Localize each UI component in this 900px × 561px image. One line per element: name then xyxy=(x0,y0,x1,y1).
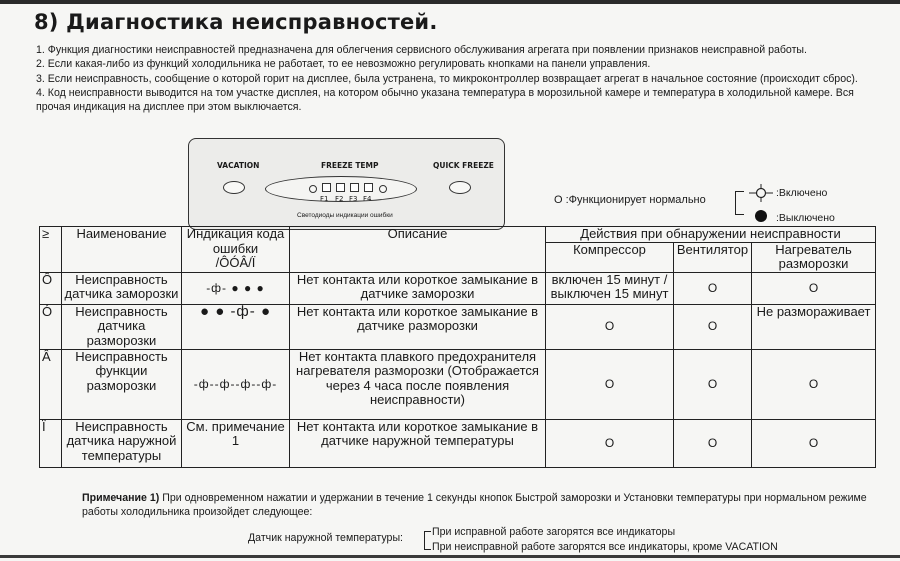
intro-item-1: 1. Функция диагностики неисправностей предназначена для облегчения сервисного обслуживания агрегата при появлении признаков неисправной работы. xyxy=(36,44,807,56)
top-rule xyxy=(0,0,900,4)
row-fan: O xyxy=(674,349,752,419)
control-panel-diagram xyxy=(188,138,505,230)
row-compressor: включен 15 минут / выключен 15 минут xyxy=(546,272,674,304)
header-name: Наименование xyxy=(62,227,182,273)
sensor-ok-line: При исправной работе загорятся все индикаторы xyxy=(432,526,676,538)
indicator-f3-icon xyxy=(350,183,359,192)
header-code-sub: /ÔÓÂ/Ï xyxy=(215,255,256,270)
header-code xyxy=(182,227,290,273)
sensor-fault-line: При неисправной работе загорятся все индикаторы, кроме VACATION xyxy=(432,541,778,553)
row-name: Неисправность датчика наружной температуры xyxy=(62,419,182,467)
table-header-row xyxy=(40,227,876,243)
legend-functions-normally: O :Функционирует нормально xyxy=(554,194,706,206)
row-fan: O xyxy=(674,304,752,349)
row-heater: O xyxy=(752,272,876,304)
bottom-rule xyxy=(0,555,900,558)
row-name: Неисправность функции разморозки xyxy=(62,349,182,419)
row-desc: Нет контакта или короткое замыкание в датчике разморозки xyxy=(290,304,546,349)
led-on-icon xyxy=(749,184,773,202)
quick-freeze-button-icon xyxy=(449,181,471,194)
row-compressor: O xyxy=(546,349,674,419)
row-code: См. примечание 1 xyxy=(182,419,290,467)
row-num: Ï xyxy=(40,419,62,467)
row-heater: O xyxy=(752,419,876,467)
leds-caption: Светодиоды индикации ошибки xyxy=(297,212,393,219)
header-actions: Действия при обнаружении неисправности xyxy=(546,227,876,243)
led-off-icon xyxy=(755,210,767,222)
indicator-f1-icon xyxy=(322,183,331,192)
row-num: Ó xyxy=(40,304,62,349)
table-row xyxy=(40,272,876,304)
f1-label: F1 xyxy=(320,195,329,203)
note-block xyxy=(82,491,882,519)
vacation-label: VACATION xyxy=(217,161,260,170)
header-desc: Описание xyxy=(290,227,546,273)
fault-table xyxy=(39,226,876,468)
header-compressor: Компрессор xyxy=(546,242,674,272)
row-desc: Нет контакта плавкого предохранителя нагревателя разморозки (Отображается через 4 часа после появления неисправности) xyxy=(290,349,546,419)
row-name: Неисправность датчика разморозки xyxy=(62,304,182,349)
header-code-label: Индикация кода ошибки xyxy=(186,226,285,256)
f3-label: F3 xyxy=(349,195,358,203)
row-code-icons: ● ● -ф- ● xyxy=(182,304,290,349)
led-dot-icon xyxy=(309,185,317,193)
header-num: ≥ xyxy=(40,227,62,273)
table-row xyxy=(40,419,876,467)
legend-icons xyxy=(748,184,774,224)
row-num: Ô xyxy=(40,272,62,304)
freeze-temp-label: FREEZE TEMP xyxy=(321,161,379,170)
row-code-icons: -ф--ф--ф--ф- xyxy=(182,349,290,419)
note-label: Примечание 1) xyxy=(82,492,160,504)
indicator-f4-icon xyxy=(364,183,373,192)
table-row xyxy=(40,349,876,419)
intro-item-3: 3. Если неисправность, сообщение о которой горит на дисплее, была устранена, то микроконтроллер возвращает агрегат в начальное состояние (происходит сброс). xyxy=(36,72,858,85)
header-heater: Нагреватель разморозки xyxy=(752,242,876,272)
sensor-label: Датчик наружной температуры: xyxy=(248,532,404,544)
note-text: При одновременном нажатии и удержании в течение 1 секунды кнопок Быстрой заморозки и Установки температуры при нормальном режиме работы холодильника произойдет следующее: xyxy=(82,492,867,518)
row-num: Â xyxy=(40,349,62,419)
row-desc: Нет контакта или короткое замыкание в датчике заморозки xyxy=(290,272,546,304)
row-name: Неисправность датчика заморозки xyxy=(62,272,182,304)
row-fan: O xyxy=(674,419,752,467)
row-compressor: O xyxy=(546,304,674,349)
f2-label: F2 xyxy=(335,195,344,203)
legend-on-label: :Включено xyxy=(776,187,828,199)
vacation-button-icon xyxy=(223,181,245,194)
row-code-icons: -ф- ● ● ● xyxy=(182,272,290,304)
row-heater: O xyxy=(752,349,876,419)
quick-freeze-label: QUICK FREEZE xyxy=(433,161,494,170)
row-heater: Не размораживает xyxy=(752,304,876,349)
legend-off-label: :Выключено xyxy=(776,212,835,224)
page-title: 8) Диагностика неисправностей. xyxy=(34,10,438,34)
row-fan: O xyxy=(674,272,752,304)
f4-label: F4 xyxy=(363,195,372,203)
row-desc: Нет контакта или короткое замыкание в датчике наружной температуры xyxy=(290,419,546,467)
led-dot-icon xyxy=(379,185,387,193)
intro-list xyxy=(36,44,886,115)
header-fan: Вентилятор xyxy=(674,242,752,272)
intro-item-4: 4. Код неисправности выводится на том участке дисплея, на котором обычно указана температура в морозильной камере и температура в холодильной камере. Вся прочая индикация на дисплее при этом выключается. xyxy=(36,87,854,113)
table-row xyxy=(40,304,876,349)
sensor-bracket xyxy=(424,531,431,550)
indicator-f2-icon xyxy=(336,183,345,192)
row-compressor: O xyxy=(546,419,674,467)
intro-item-2: 2. Если какая-либо из функций холодильника не работает, то ее невозможно регулировать кнопками на панели управления. xyxy=(36,58,651,71)
legend-bracket xyxy=(735,191,744,215)
